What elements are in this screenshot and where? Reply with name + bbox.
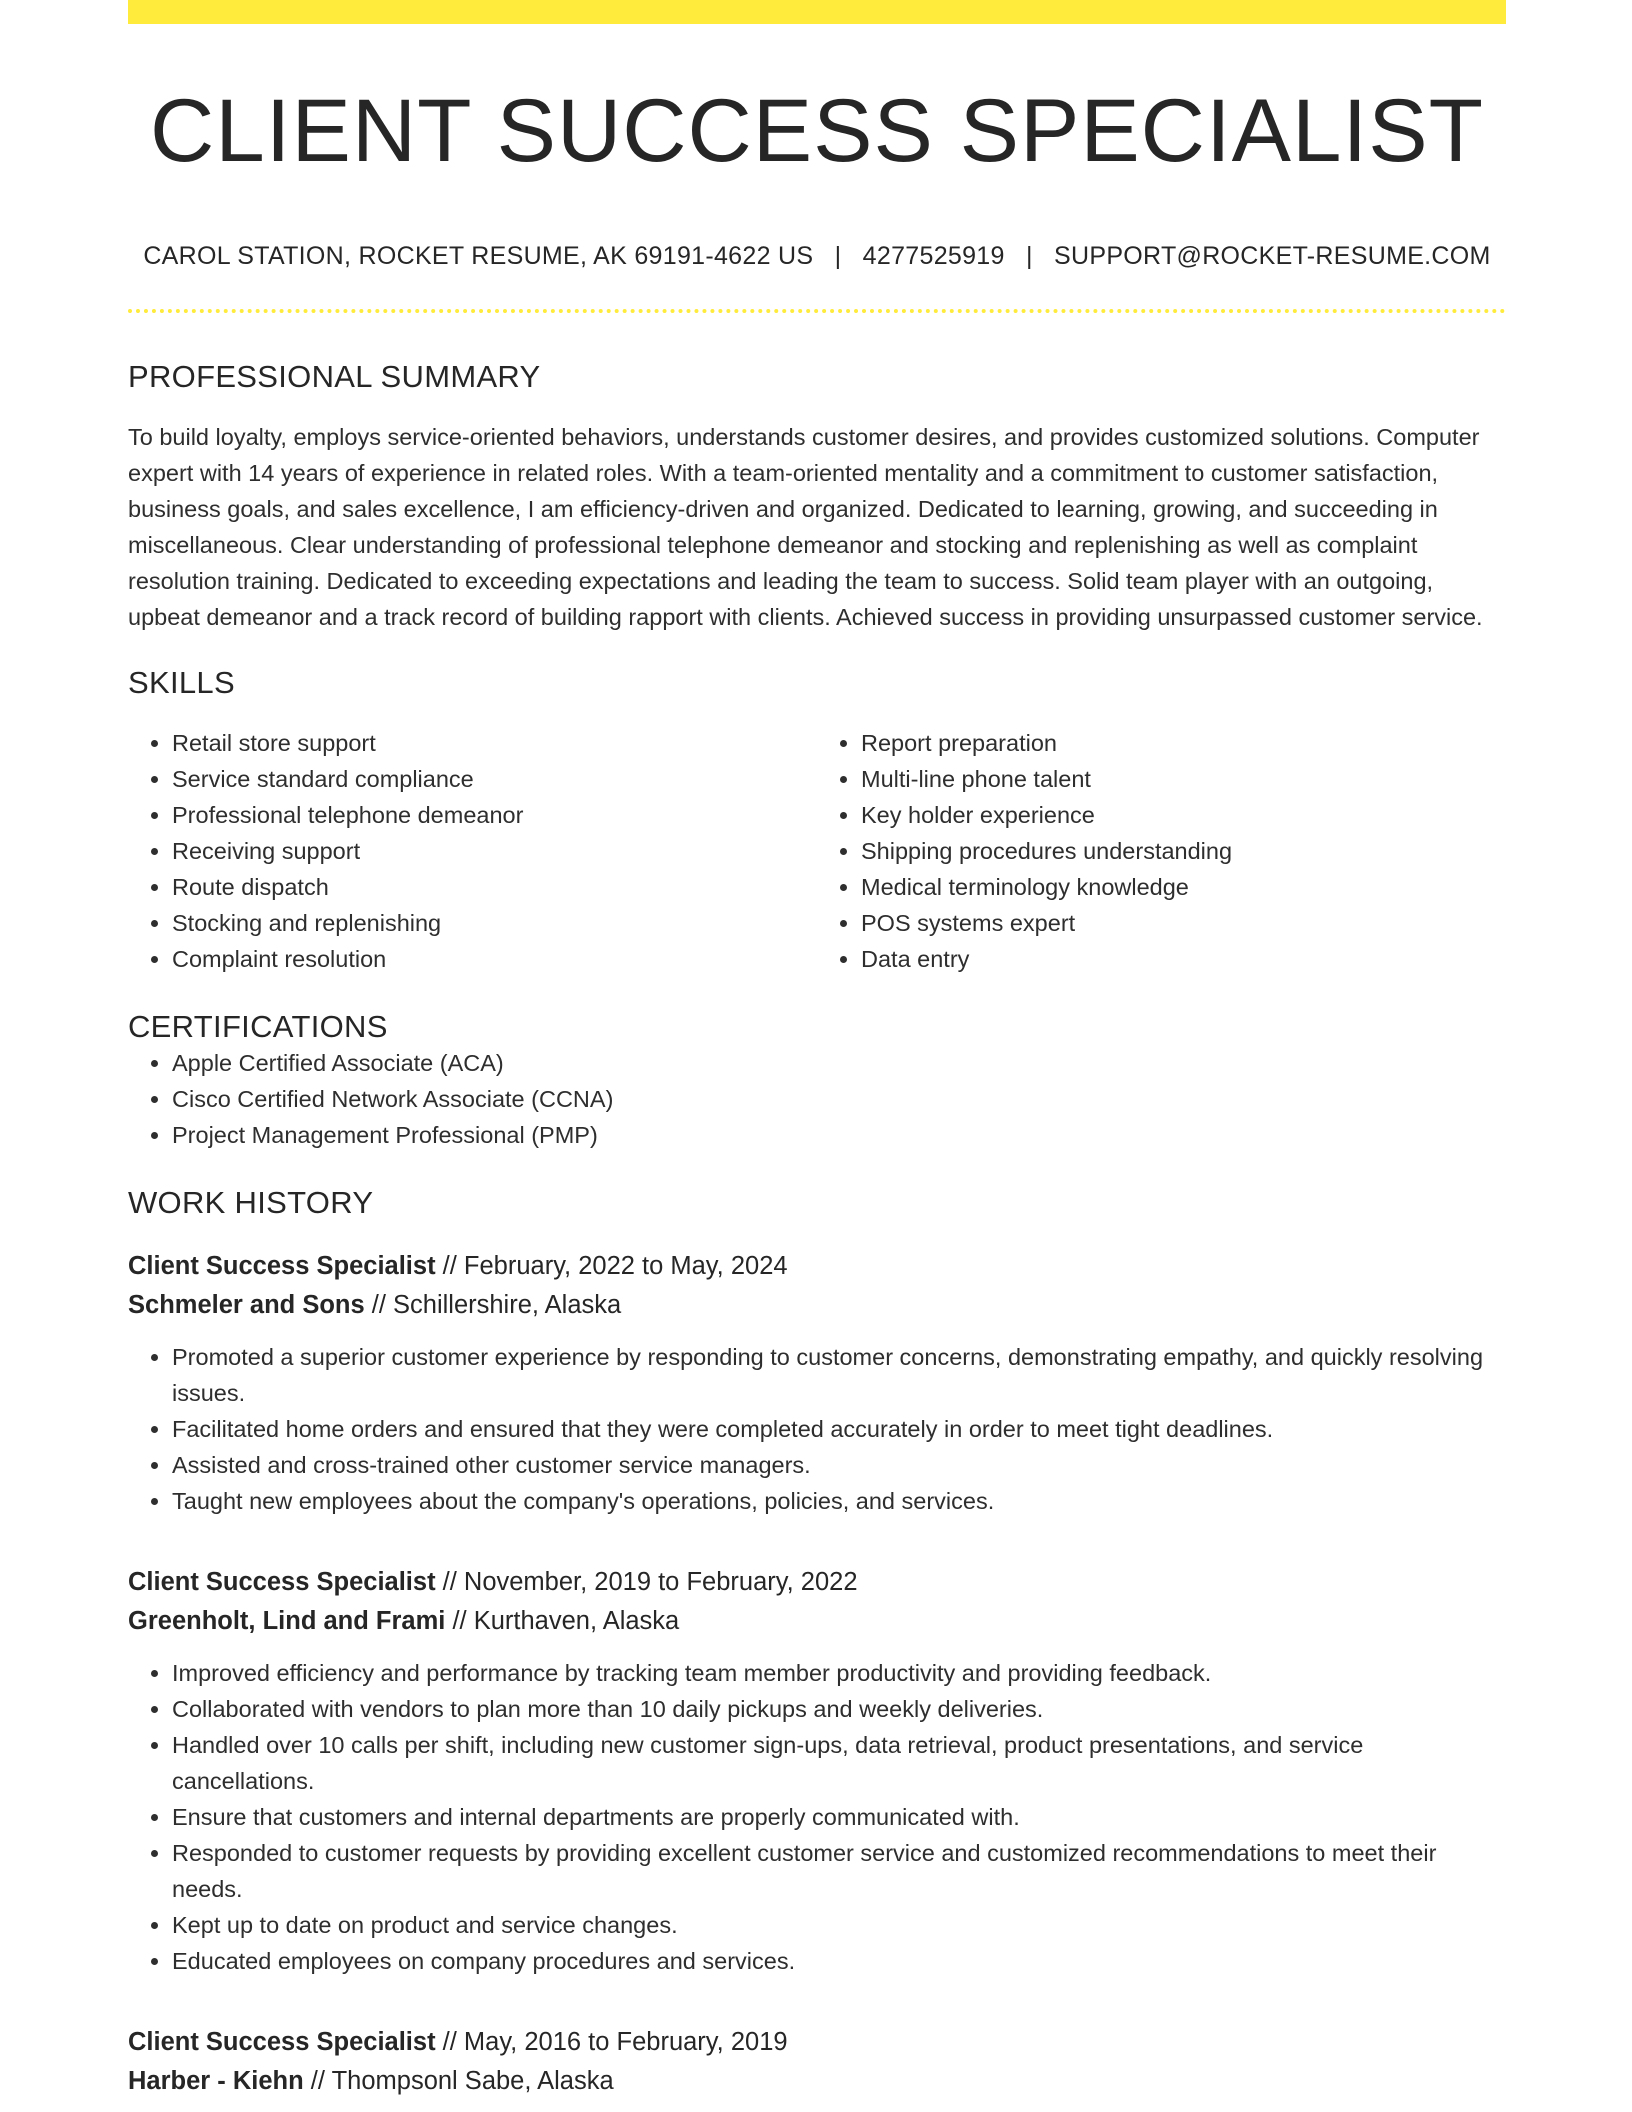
skills-grid bbox=[128, 725, 1506, 977]
job-company-line bbox=[128, 1602, 1506, 1641]
skills-list-right bbox=[817, 725, 1506, 977]
job-bullet: • Collaborated with vendors to plan more than 10 daily pickups and weekly deliveries. bbox=[172, 1691, 1506, 1727]
job-role: Client Success Specialist bbox=[128, 1251, 436, 1280]
job-bullet: • Handled over 10 calls per shift, including new customer sign-ups, data retrieval, product presentations, and service cancellations. bbox=[172, 1727, 1506, 1799]
skill-item: • Route dispatch bbox=[172, 869, 817, 905]
certifications-heading: CERTIFICATIONS bbox=[128, 1008, 388, 1044]
skill-item: • Multi-line phone talent bbox=[861, 761, 1506, 797]
accent-bar bbox=[128, 0, 1506, 24]
skill-item: • Medical terminology knowledge bbox=[861, 869, 1506, 905]
skill-item: • Shipping procedures understanding bbox=[861, 833, 1506, 869]
job-bullets bbox=[128, 1655, 1506, 1979]
job-role: Client Success Specialist bbox=[128, 2027, 436, 2056]
job-role-line bbox=[128, 2023, 1506, 2062]
job-bullet: • Assisted and cross-trained other customer service managers. bbox=[172, 1447, 1506, 1483]
job-bullets bbox=[128, 1339, 1506, 1519]
job-company-line bbox=[128, 2062, 1506, 2101]
job-role-line bbox=[128, 1247, 1506, 1286]
contact-address: CAROL STATION, ROCKET RESUME, AK 69191-4622 US bbox=[143, 241, 814, 270]
certification-item: • Apple Certified Associate (ACA) bbox=[172, 1045, 1506, 1081]
skill-item: • Service standard compliance bbox=[172, 761, 817, 797]
job-location: // Schillershire, Alaska bbox=[364, 1290, 622, 1319]
job-company-line bbox=[128, 1286, 1506, 1325]
skill-item: • Key holder experience bbox=[861, 797, 1506, 833]
resume-page bbox=[128, 0, 1506, 2101]
work-history-heading: WORK HISTORY bbox=[128, 1184, 374, 1220]
summary-text: To build loyalty, employs service-oriented behaviors, understands customer desires, and provides customized solutions. Computer expert with 14 years of experience in related roles. With a team-oriented mentality and a commitment to customer satisfaction, business goals, and sales excellence, I am efficiency-driven and organized. Dedicated to learning, growing, and succeeding in miscellaneous. Clear understanding of professional telephone demeanor and stocking and replenishing as well as complaint resolution training. Dedicated to exceeding expectations and leading the team to success. Solid team player with an outgoing, upbeat demeanor and a track record of building rapport with clients. Achieved success in providing unsurpassed customer service. bbox=[128, 423, 1483, 630]
summary-heading: PROFESSIONAL SUMMARY bbox=[128, 358, 541, 394]
job-role-line bbox=[128, 1563, 1506, 1602]
skill-item: • Stocking and replenishing bbox=[172, 905, 817, 941]
job-company: Schmeler and Sons bbox=[128, 1290, 365, 1319]
job-company: Greenholt, Lind and Frami bbox=[128, 1606, 446, 1635]
contact-email[interactable]: SUPPORT@ROCKET-RESUME.COM bbox=[1054, 241, 1491, 270]
job-bullet: • Kept up to date on product and service changes. bbox=[172, 1907, 1506, 1943]
contact-separator: | bbox=[1025, 241, 1033, 270]
certification-item: • Project Management Professional (PMP) bbox=[172, 1117, 1506, 1153]
job-dates: // February, 2022 to May, 2024 bbox=[435, 1251, 788, 1280]
certifications-list bbox=[128, 1045, 1506, 1153]
skill-item: • Data entry bbox=[861, 941, 1506, 977]
job-role: Client Success Specialist bbox=[128, 1567, 436, 1596]
certification-item: • Cisco Certified Network Associate (CCNA) bbox=[172, 1081, 1506, 1117]
job-bullet: • Responded to customer requests by providing excellent customer service and customized recommendations to meet their needs. bbox=[172, 1835, 1506, 1907]
job-bullet: • Educated employees on company procedures and services. bbox=[172, 1943, 1506, 1979]
job-location: // Kurthaven, Alaska bbox=[445, 1606, 680, 1635]
job-bullet: • Improved efficiency and performance by tracking team member productivity and providing feedback. bbox=[172, 1655, 1506, 1691]
job-bullet: • Taught new employees about the company's operations, policies, and services. bbox=[172, 1483, 1506, 1519]
dotted-divider bbox=[128, 309, 1506, 313]
job-bullet: • Ensure that customers and internal departments are properly communicated with. bbox=[172, 1799, 1506, 1835]
contact-phone: 4277525919 bbox=[862, 241, 1005, 270]
job-dates: // November, 2019 to February, 2022 bbox=[435, 1567, 858, 1596]
skill-item: • Complaint resolution bbox=[172, 941, 817, 977]
job-dates: // May, 2016 to February, 2019 bbox=[435, 2027, 788, 2056]
skill-item: • POS systems expert bbox=[861, 905, 1506, 941]
job-company: Harber - Kiehn bbox=[128, 2066, 304, 2095]
contact-separator: | bbox=[834, 241, 842, 270]
job-entry bbox=[128, 2023, 1506, 2101]
resume-title: CLIENT SUCCESS SPECIALIST bbox=[149, 80, 1484, 180]
skills-list-left bbox=[128, 725, 817, 977]
contact-line bbox=[128, 242, 1506, 271]
skills-heading: SKILLS bbox=[128, 664, 235, 700]
job-location: // Thompsonl Sabe, Alaska bbox=[303, 2066, 614, 2095]
job-entry bbox=[128, 1563, 1506, 1979]
skill-item: • Receiving support bbox=[172, 833, 817, 869]
job-bullet: • Facilitated home orders and ensured that they were completed accurately in order to meet tight deadlines. bbox=[172, 1411, 1506, 1447]
job-bullet: • Promoted a superior customer experience by responding to customer concerns, demonstrating empathy, and quickly resolving issues. bbox=[172, 1339, 1506, 1411]
skill-item: • Retail store support bbox=[172, 725, 817, 761]
skill-item: • Report preparation bbox=[861, 725, 1506, 761]
job-entry bbox=[128, 1247, 1506, 1519]
skill-item: • Professional telephone demeanor bbox=[172, 797, 817, 833]
